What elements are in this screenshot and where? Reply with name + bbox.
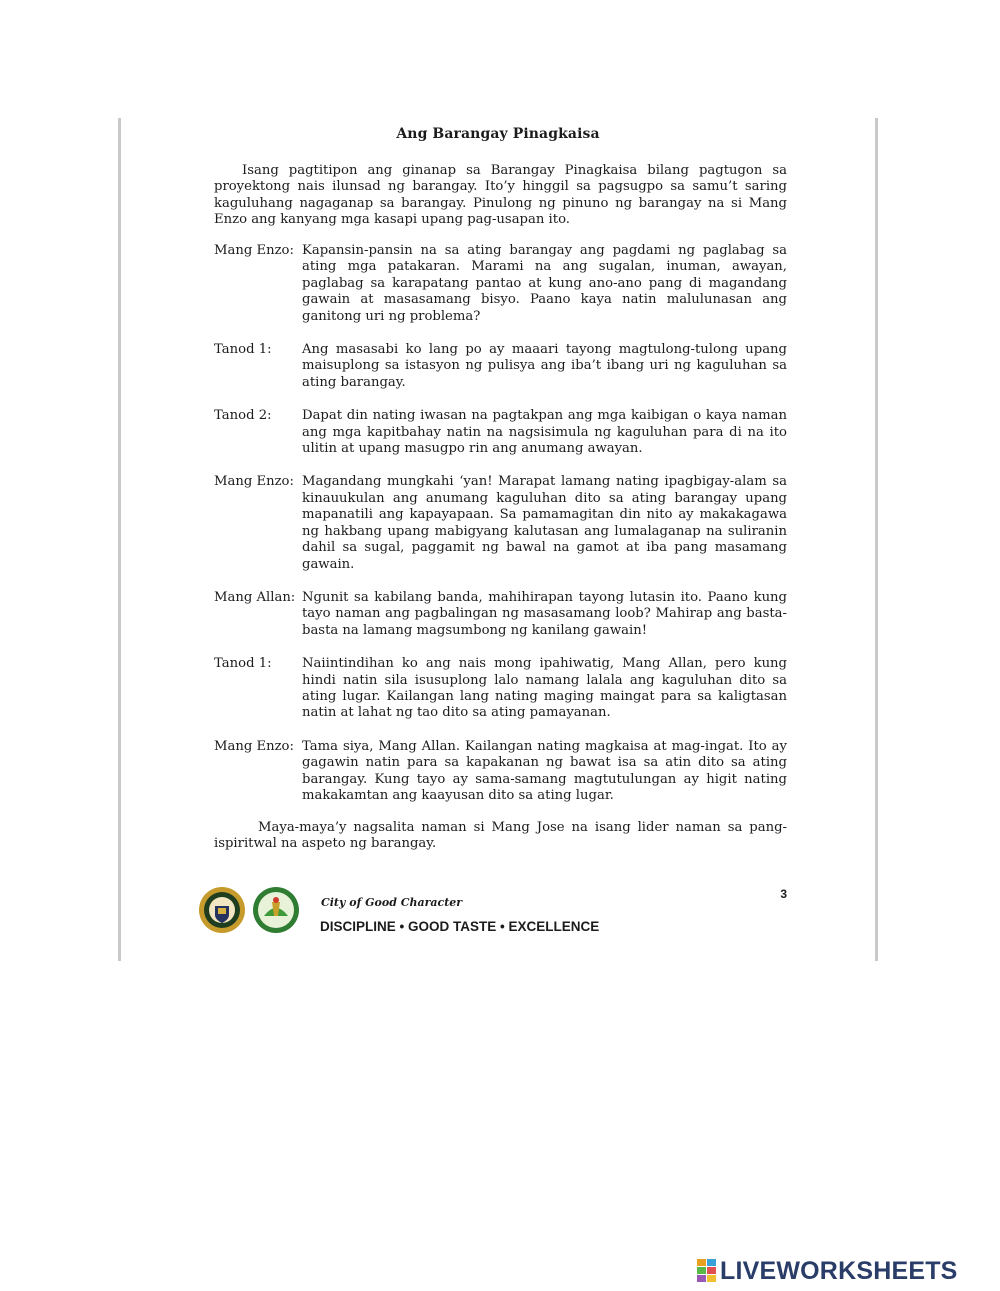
footer-motto: City of Good Character (321, 896, 463, 909)
dialogue-line: Naiintindihan ko ang nais mong ipahiwatig, Mang Allan, pero kung hindi natin sila isusuplong lalo namang lalala ang kaguluhan dito sa ating lugar. Kailangan lang nating maging maingat para sa kaligtasan natin at lahat ng tao dito sa ating pamayanan. (302, 656, 787, 721)
liveworksheets-mark-icon (697, 1259, 717, 1283)
dialogue-line: Tama siya, Mang Allan. Kailangan nating magkaisa at mag-ingat. Ito ay gagawin natin para sa kapakanan ng bawat isa sa atin dito sa ating barangay. Kung tayo ay sama-samang magtutulungan ay higit nating makakamtan ang kaayusan dito sa ating lugar. (302, 738, 787, 803)
dialogue-entry (214, 590, 787, 639)
dialogue-line: Magandang mungkahi ‘yan! Marapat lamang nating ipagbigay-alam sa kinauukulan ang anumang kaguluhan dito sa ating barangay upang mapanatili ang kapayapaan. Sa pamamagitan din nito ay makakagawa ng hakbang upang mabigyang kalutasan ang lumalaganap na suliranin dahil sa sugal, paggamit ng bawal na gamot at iba pang masamang gawain. (302, 474, 787, 572)
speaker-label: Tanod 1: (214, 656, 272, 672)
dialogue-entry (214, 739, 787, 805)
city-seal-icon (198, 886, 246, 934)
liveworksheets-wordmark: LIVEWORKSHEETS (720, 1257, 958, 1285)
speaker-label: Tanod 1: (214, 342, 272, 358)
dialogue-entry (214, 656, 787, 722)
speaker-label: Mang Enzo: (214, 738, 294, 754)
speaker-label: Tanod 2: (214, 408, 272, 424)
speaker-label: Mang Enzo: (214, 474, 294, 490)
liveworksheets-logo (697, 1258, 958, 1284)
dialogue (214, 243, 787, 821)
dialogue-line: Kapansin-pansin na sa ating barangay ang pagdami ng paglabag sa ating mga patakaran. Marami na ang sugalan, inuman, awayan, paglabag sa karapatang pantao at kung ano-ano pang di magandang gawain at masasamang bisyo. Paano kaya natin malulunasan ang ganitong uri ng problema? (302, 243, 787, 324)
dialogue-entry (214, 408, 787, 457)
division-seal-icon (252, 886, 300, 934)
document-title: Ang Barangay Pinagkaisa (396, 126, 600, 142)
document-page (118, 118, 878, 961)
page-footer (198, 886, 798, 946)
dialogue-entry (214, 342, 787, 391)
speaker-label: Mang Allan: (214, 589, 296, 605)
closing-paragraph: Maya-maya’y nagsalita naman si Mang Jose na isang lider naman sa pang-ispiritwal na aspeto ng barangay. (214, 820, 787, 852)
dialogue-entry (214, 474, 787, 572)
speaker-label: Mang Enzo: (214, 243, 294, 258)
dialogue-line: Ang masasabi ko lang po ay maaari tayong magtulong-tulong upang maisuplong sa istasyon ng pulisya ang iba’t ibang uri ng kaguluhan sa ating barangay. (302, 342, 787, 390)
dialogue-line: Ngunit sa kabilang banda, mahihirapan tayong lutasin ito. Paano kung tayo naman ang pagbalingan ng masasamang loob? Mahirap ang basta-basta na lamang magsumbong ng kanilang gawain! (302, 589, 787, 638)
intro-paragraph: Isang pagtitipon ang ginanap sa Barangay Pinagkaisa bilang pagtugon sa proyektong nais ilunsad ng barangay. Ito’y hinggil sa pagsugpo sa samu’t saring kaguluhang nagaganap sa barangay. Pinulong ng pinuno ng barangay na si Mang Enzo ang kanyang mga kasapi upang pag-usapan ito. (214, 163, 787, 228)
page-number: 3 (780, 887, 787, 901)
footer-tagline: DISCIPLINE • GOOD TASTE • EXCELLENCE (320, 919, 600, 934)
dialogue-entry (214, 243, 787, 325)
dialogue-line: Dapat din nating iwasan na pagtakpan ang mga kaibigan o kaya naman ang mga kapitbahay natin na nagsisimula ng kaguluhan para di na ito ulitin at upang masugpo rin ang anumang awayan. (302, 408, 787, 457)
